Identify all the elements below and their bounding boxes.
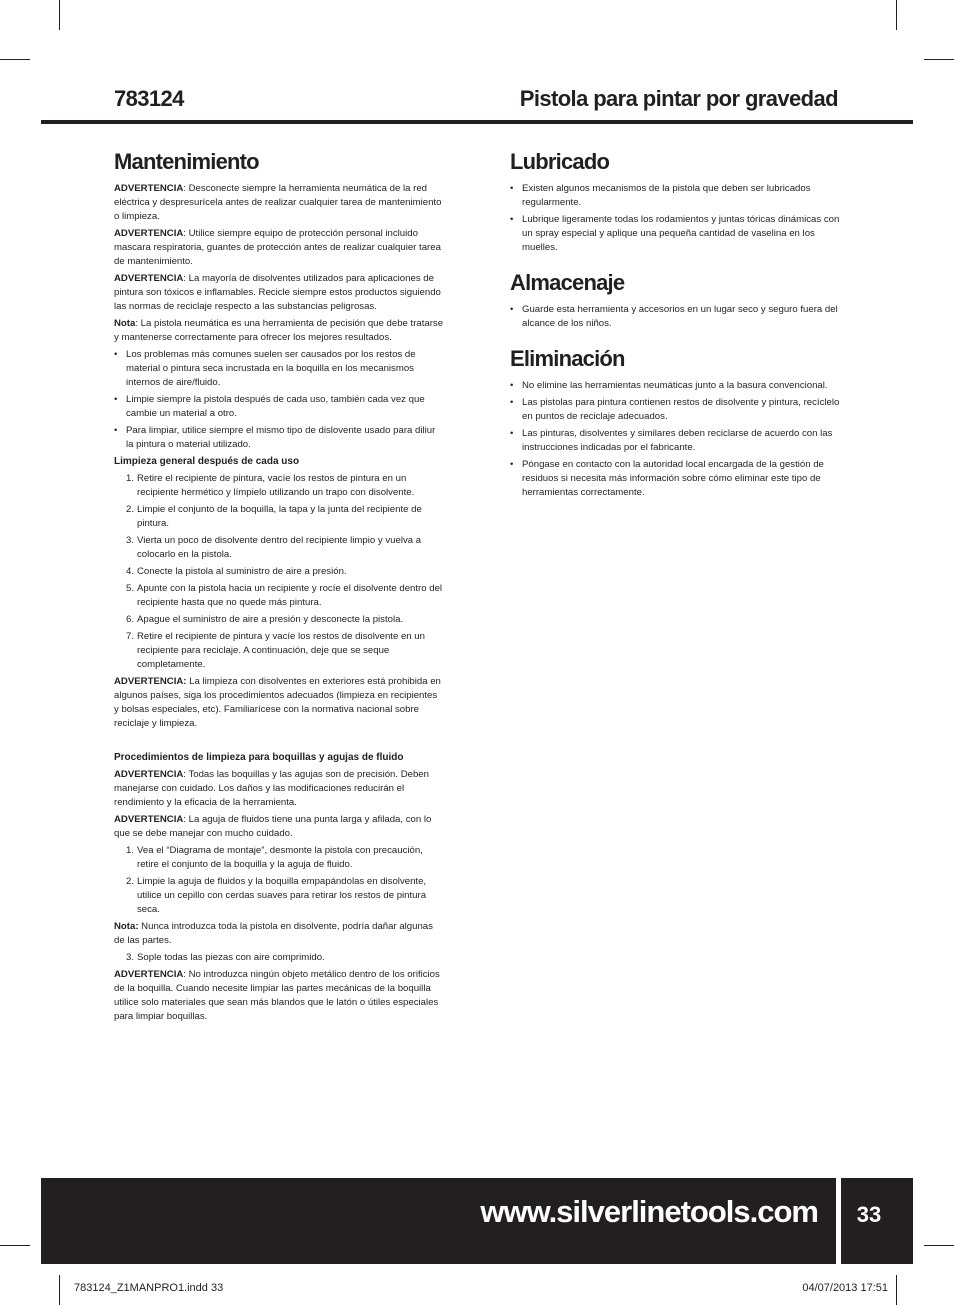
list-item xyxy=(114,875,444,917)
warning-paragraph xyxy=(114,768,444,810)
list-item xyxy=(114,613,444,627)
note-text: Nunca introduzca toda la pistola en disolvente, podría dañar algunas de las partes. xyxy=(114,921,433,946)
list-item xyxy=(114,534,444,562)
warning-label: ADVERTENCIA xyxy=(114,769,184,780)
crop-mark xyxy=(59,1275,60,1305)
step-number: 7. xyxy=(126,631,135,642)
cleaning-steps-list xyxy=(114,472,444,672)
note-paragraph xyxy=(114,920,444,948)
section-heading-almacenaje: Almacenaje xyxy=(510,270,625,295)
list-item xyxy=(114,472,444,500)
nozzle-steps-list-continued xyxy=(114,951,444,965)
website-url: www.silverlinetools.com xyxy=(480,1194,818,1229)
note-label: Nota xyxy=(114,318,136,329)
storage-bullet-list xyxy=(510,303,840,331)
step-text: Limpie la aguja de fluidos y la boquilla empapándolas en disolvente, utilice un cepillo con cerdas suaves para retirar los restos de pintura seca. xyxy=(137,876,427,915)
warning-paragraph xyxy=(114,182,444,224)
subheading-nozzle-cleaning: Procedimientos de limpieza para boquillas y agujas de fluido xyxy=(114,752,404,763)
step-number: 4. xyxy=(126,566,135,577)
crop-mark xyxy=(924,59,954,60)
step-number: 3. xyxy=(126,952,135,963)
step-number: 1. xyxy=(126,845,135,856)
warning-paragraph xyxy=(114,227,444,269)
step-text: Retire el recipiente de pintura, vacíe los restos de pintura en un recipiente hermético y límpielo utilizando un trapo con disolvente. xyxy=(137,473,415,498)
list-item: • Limpie siempre la pistola después de cada uso, también cada vez que cambie un material a otro. xyxy=(114,393,444,421)
warning-text: : Desconecte siempre la herramienta neumática de la red eléctrica y despresurícela antes de realizar cualquier tarea de mantenimiento o limpieza. xyxy=(114,183,442,222)
warning-paragraph xyxy=(114,675,444,731)
list-item: • Los problemas más comunes suelen ser causados por los restos de material o pintura seca incrustada en la boquilla en los mecanismos internos de aire/fluido. xyxy=(114,348,444,390)
step-number: 6. xyxy=(126,614,135,625)
warning-text: : No introduzca ningún objeto metálico dentro de los orificios de la boquilla. Cuando necesite limpiar las partes mecánicas de la boquilla utilice solo materiales que sean más blandos que le latón o útiles especiales para limpiar boquillas. xyxy=(114,969,440,1022)
warning-label: ADVERTENCIA: xyxy=(114,676,187,687)
crop-mark xyxy=(896,1275,897,1305)
note-paragraph xyxy=(114,317,444,345)
section-heading-mantenimiento: Mantenimiento xyxy=(114,149,259,174)
page-number: 33 xyxy=(856,1202,882,1227)
step-text: Apague el suministro de aire a presión y desconecte la pistola. xyxy=(137,614,404,625)
step-text: Vea el “Diagrama de montaje”, desmonte la pistola con precaución, retire el conjunto de la boquilla y la aguja de fluido. xyxy=(137,845,423,870)
left-column xyxy=(114,148,444,1027)
crop-mark xyxy=(924,1245,954,1246)
nozzle-steps-list xyxy=(114,844,444,917)
warning-text: : La aguja de fluidos tiene una punta larga y afilada, con lo que se debe manejar con mucho cuidado. xyxy=(114,814,432,839)
step-text: Retire el recipiente de pintura y vacíe los restos de disolvente en un recipiente para reciclaje. A continuación, deje que se seque completamente. xyxy=(137,631,425,670)
warning-label: ADVERTENCIA xyxy=(114,183,184,194)
step-text: Conecte la pistola al suministro de aire a presión. xyxy=(137,566,347,577)
step-number: 5. xyxy=(126,583,135,594)
warning-label: ADVERTENCIA xyxy=(114,228,184,239)
subheading-general-cleaning: Limpieza general después de cada uso xyxy=(114,456,300,467)
page-number-box xyxy=(841,1178,913,1264)
list-item xyxy=(114,630,444,672)
warning-text: : Todas las boquillas y las agujas son de precisión. Deben manejarse con cuidado. Los daños y las modificaciones reducirán el rendimiento y la eficacia de la herramienta. xyxy=(114,769,429,808)
note-text: : La pistola neumática es una herramienta de pecisión que debe tratarse y mantenerse correctamente para ofrecer los mejores resultados. xyxy=(114,318,444,343)
step-text: Vierta un poco de disolvente dentro del recipiente limpio y vuelva a colocarlo en la pistola. xyxy=(137,535,422,560)
crop-mark xyxy=(59,0,60,30)
list-item: • Lubrique ligeramente todas los rodamientos y juntas tóricas dinámicas con un spray especial y aplique una pequeña cantidad de vaselina en los muelles. xyxy=(510,213,840,255)
print-date-info: 04/07/2013 17:51 xyxy=(802,1282,888,1294)
disposal-bullet-list xyxy=(510,379,840,500)
page-title: Pistola para pintar por gravedad xyxy=(519,86,838,111)
warning-paragraph xyxy=(114,272,444,314)
maintenance-bullet-list xyxy=(114,348,444,452)
footer-bar xyxy=(41,1178,836,1264)
right-column xyxy=(510,148,840,503)
model-number: 783124 xyxy=(114,86,184,111)
list-item: • Existen algunos mecanismos de la pistola que deben ser lubricados regularmente. xyxy=(510,182,840,210)
step-text: Apunte con la pistola hacia un recipiente y rocíe el disolvente dentro del recipiente hasta que no quede más pintura. xyxy=(137,583,443,608)
list-item: • Póngase en contacto con la autoridad local encargada de la gestión de residuos si necesita más información sobre cómo eliminar este tipo de herramientas correctamente. xyxy=(510,458,840,500)
crop-mark xyxy=(0,1245,30,1246)
crop-mark xyxy=(896,0,897,30)
list-item: • No elimine las herramientas neumáticas junto a la basura convencional. xyxy=(510,379,840,393)
list-item xyxy=(114,844,444,872)
warning-label: ADVERTENCIA xyxy=(114,273,184,284)
warning-paragraph xyxy=(114,968,444,1024)
warning-text: : La mayoría de disolventes utilizados para aplicaciones de pintura son tóxicos e inflamables. Recicle siempre estos productos siguiendo las normas de reciclaje respecto a las substancias peligrosas. xyxy=(114,273,441,312)
print-file-info: 783124_Z1MANPRO1.indd 33 xyxy=(74,1282,224,1294)
warning-paragraph xyxy=(114,813,444,841)
crop-mark xyxy=(0,59,30,60)
step-text: Sople todas las piezas con aire comprimido. xyxy=(137,952,325,963)
list-item xyxy=(114,582,444,610)
step-number: 2. xyxy=(126,504,135,515)
lubrication-bullet-list xyxy=(510,182,840,255)
list-item: • Para limpiar, utilice siempre el mismo tipo de dislovente usado para diliur la pintura o material utilizado. xyxy=(114,424,444,452)
list-item: • Las pinturas, disolventes y similares deben reciclarse de acuerdo con las instrucciones indicadas por el fabricante. xyxy=(510,427,840,455)
section-heading-lubricado: Lubricado xyxy=(510,149,610,174)
section-heading-eliminacion: Eliminación xyxy=(510,346,625,371)
list-item: • Las pistolas para pintura contienen restos de disolvente y pintura, recíclelo en puntos de reciclaje adecuados. xyxy=(510,396,840,424)
step-number: 2. xyxy=(126,876,135,887)
list-item xyxy=(114,565,444,579)
list-item xyxy=(114,503,444,531)
header-divider xyxy=(41,120,913,124)
list-item xyxy=(114,951,444,965)
warning-label: ADVERTENCIA xyxy=(114,814,184,825)
warning-text: La limpieza con disolventes en exteriores está prohibida en algunos países, siga los procedimientos adecuados (limpieza en recipientes y bolsas especiales, etc). Familiarícese con la normativa nacional sobre reciclaje y limpieza. xyxy=(114,676,441,729)
note-label: Nota: xyxy=(114,921,139,932)
list-item: • Guarde esta herramienta y accesorios en un lugar seco y seguro fuera del alcance de los niños. xyxy=(510,303,840,331)
step-number: 1. xyxy=(126,473,135,484)
step-text: Limpie el conjunto de la boquilla, la tapa y la junta del recipiente de pintura. xyxy=(137,504,422,529)
warning-text: : Utilice siempre equipo de protección personal incluido mascara respiratoria, guantes de protección antes de realizar cualquier tarea de mantenimiento. xyxy=(114,228,441,267)
step-number: 3. xyxy=(126,535,135,546)
warning-label: ADVERTENCIA xyxy=(114,969,184,980)
